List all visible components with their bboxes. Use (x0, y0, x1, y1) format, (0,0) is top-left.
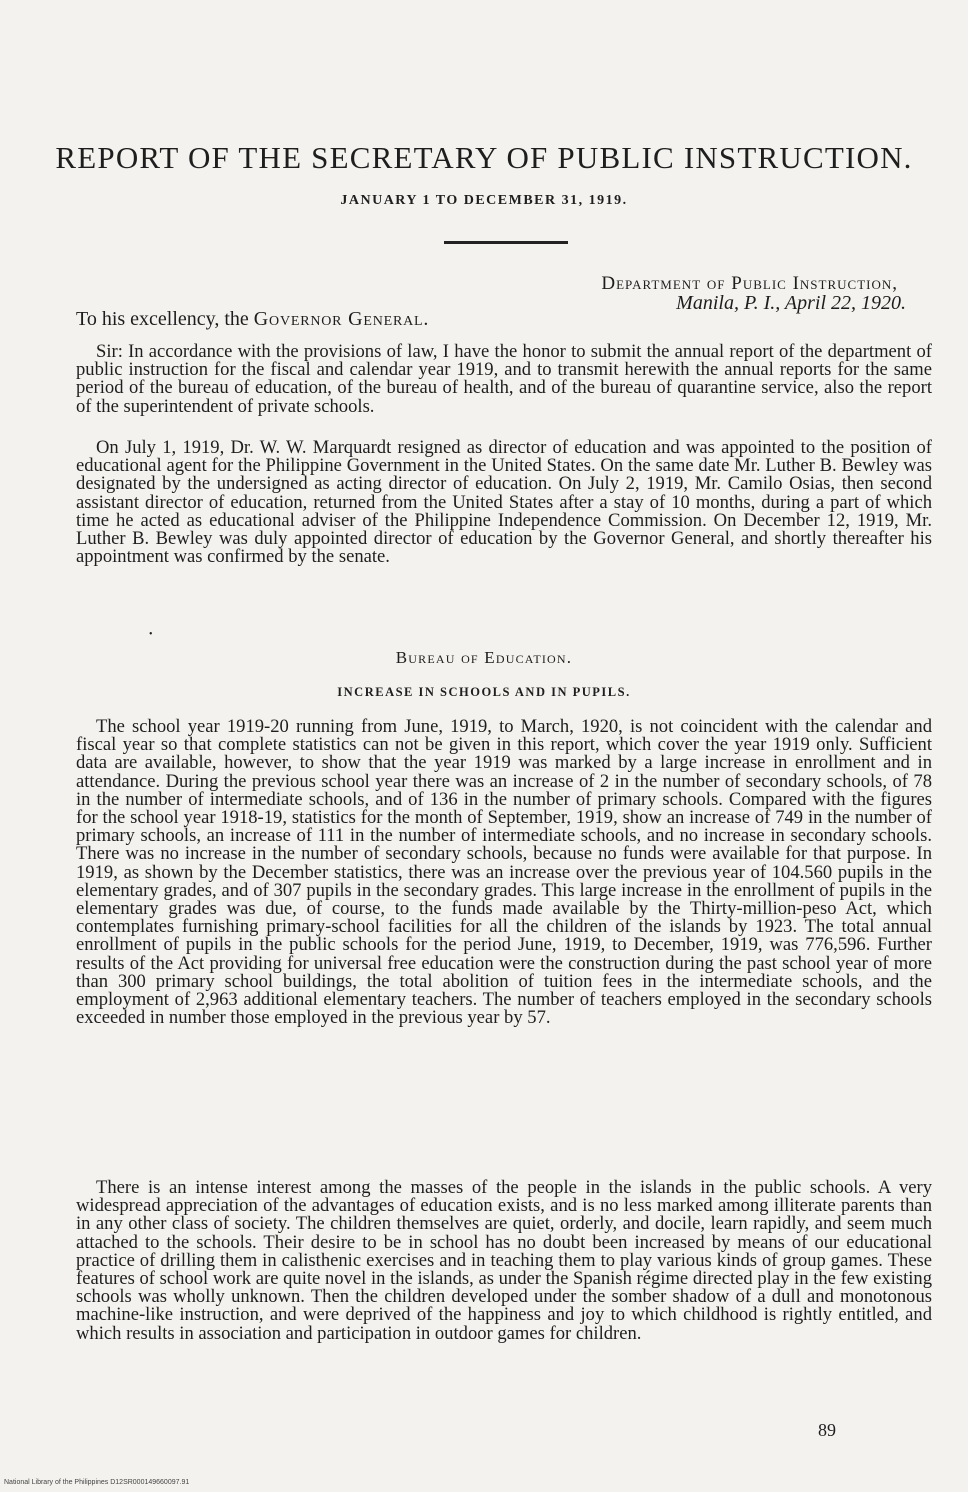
section-paragraph-1 (76, 718, 932, 1027)
salutation-prefix: To his excellency, the (76, 308, 254, 330)
section-heading: Bureau of Education. (395, 648, 573, 667)
report-date-range: JANUARY 1 TO DECEMBER 31, 1919. (340, 193, 628, 208)
subsection-heading: INCREASE IN SCHOOLS AND IN PUPILS. (337, 685, 631, 699)
section-paragraph-2 (76, 1179, 932, 1343)
place-and-date: Manila, P. I., April 22, 1920. (676, 292, 906, 314)
stray-mark: • (149, 629, 153, 640)
salutation-title: Governor General. (253, 308, 430, 330)
paragraph-text: The school year 1919-20 running from June, 1919, to March, 1920, is not coincident with the calendar and fiscal year so that complete statistics can not be given in this report, which cover the year 1919 only. Sufficient data are available, however, to show that the year 1919 was marked by a large increase in enrollment and in attendance. During the previous school year there was an increase of 2 in the number of secondary schools, of 78 in the number of intermediate schools, and of 136 in the number of primary schools. Compared with the figures for the school year 1918-19, statistics for the month of September, 1919, show an increase of 749 in the number of primary schools, an increase of 111 in the number of intermediate schools, and no increase in secondary schools. There was no increase in the number of secondary schools, because no funds were available for that purpose. In 1919, as shown by the December statistics, there was an increase over the previous year of 104.560 pupils in the elementary grades, and of 307 pupils in the secondary grades. This large increase in the enrollment of pupils in the elementary grades was due, of course, to the funds made available by the Thirty-million-peso Act, which contemplates furnishing primary-school facilities for all the children of the islands by 1923. The total annual enrollment of pupils in the public schools for the period June, 1919, to December, 1919, was 776,596. Further results of the Act providing for universal free education were the construction during the past school year of more than 300 primary school buildings, the total abolition of tuition fees in the intermediate schools, and the employment of 2,963 additional elementary teachers. The number of teachers employed in the secondary schools exceeded in number those employed in the previous year by 57. (76, 716, 932, 1029)
department-name: Department of Public Instruction, (601, 273, 898, 294)
paragraph-text: On July 1, 1919, Dr. W. W. Marquardt resigned as director of education and was appointed to the position of educational agent for the Philippine Government in the United States. On the same date Mr. Luther B. Bewley was designated by the undersigned as acting director of education. On July 2, 1919, Mr. Camilo Osias, then second assistant director of education, returned from the United States after a stay of 10 months, during a part of which time he acted as educational adviser of the Philippine Independence Commission. On December 12, 1919, Mr. Luther B. Bewley was duly appointed director of education by the Governor General, and shortly thereafter his appointment was confirmed by the senate. (76, 437, 932, 568)
salutation (76, 308, 429, 331)
page-number: 89 (818, 1420, 836, 1440)
paragraph-text: Sir: In accordance with the provisions of law, I have the honor to submit the annual report of the department of public instruction for the fiscal and calendar year 1919, and to transmit herewith the annual reports for the same period of the bureau of education, of the bureau of health, and of the bureau of quarantine service, also the report of the superintendent of private schools. (76, 341, 932, 417)
report-title: REPORT OF THE SECRETARY OF PUBLIC INSTRUCTION. (55, 140, 913, 175)
title-divider (444, 241, 568, 244)
intro-paragraph-1 (76, 343, 932, 416)
scan-footer: National Library of the Philippines D12SR000149660097.91 (4, 1479, 190, 1486)
intro-paragraph-2 (76, 439, 932, 566)
paragraph-text: There is an intense interest among the masses of the people in the islands in the public schools. A very widespread appreciation of the advantages of education exists, and is no less marked among illiterate parents than in any other class of society. The children themselves are quiet, orderly, and docile, learn rapidly, and seem much attached to the schools. Their desire to be in school has no doubt been increased by means of our educational practice of drilling them in calisthenic exercises and in teaching them to play various kinds of group games. These features of school work are quite novel in the islands, as under the Spanish régime directed play in the few existing schools was wholly unknown. Then the children developed under the somber shadow of a dull and monotonous machine-like instruction, and were deprived of the happiness and joy to which childhood is rightly entitled, and which results in association and participation in outdoor games for children. (76, 1177, 932, 1344)
